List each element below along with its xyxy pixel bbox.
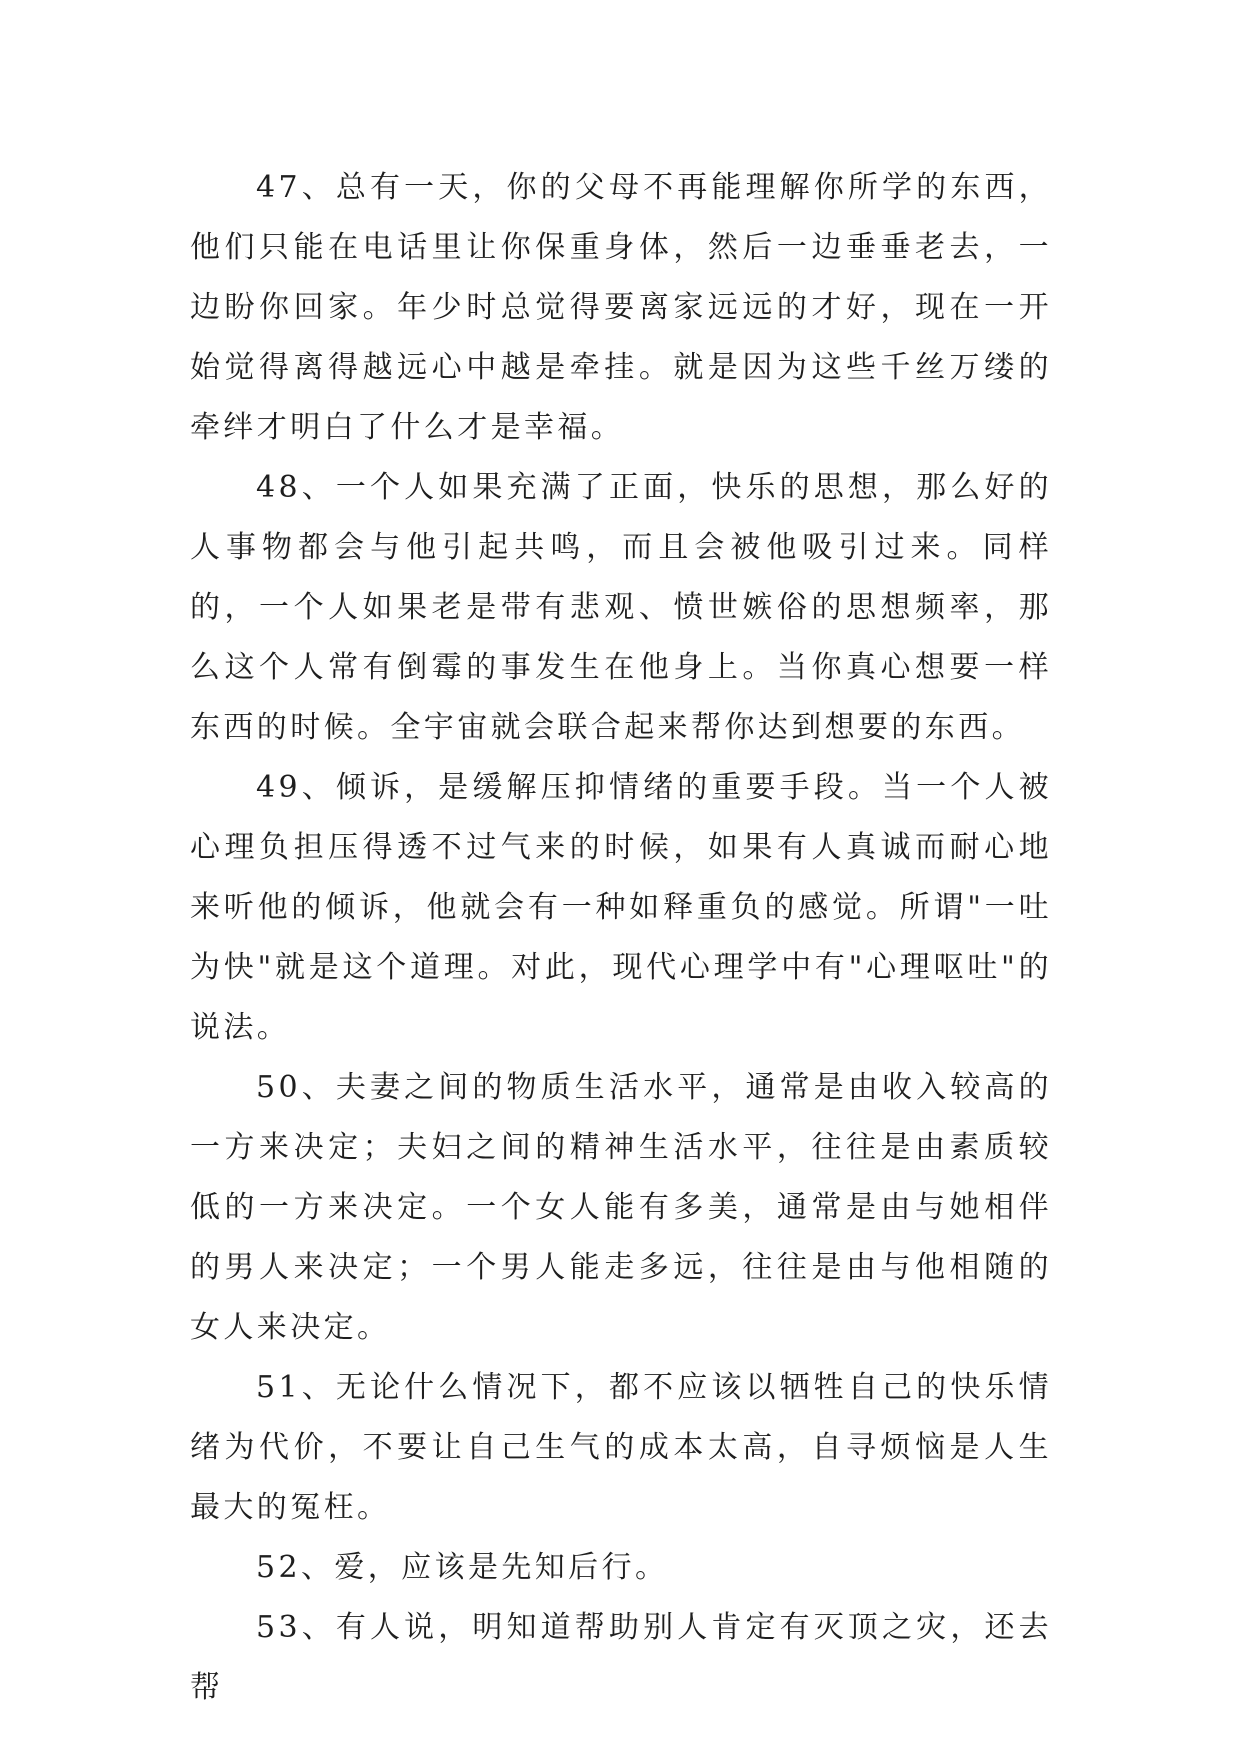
paragraph-53: 53、有人说，明知道帮助别人肯定有灭顶之灾，还去帮 — [190, 1610, 1052, 1705]
paragraph-48: 48、一个人如果充满了正面，快乐的思想，那么好的人事物都会与他引起共鸣，而且会被他吸引过来。同样的，一个人如果老是带有悲观、愤世嫉俗的思想频率，那么这个人常有倒霉的事发生在他身上。当你真心想要一样东西的时候。全宇宙就会联合起来帮你达到想要的东西。 — [190, 470, 1052, 745]
paragraph-47: 47、总有一天，你的父母不再能理解你所学的东西，他们只能在电话里让你保重身体，然后一边垂垂老去，一边盼你回家。年少时总觉得要离家远远的才好，现在一开始觉得离得越远心中越是牵挂。就是因为这些千丝万缕的牵绊才明白了什么才是幸福。 — [190, 170, 1052, 445]
document-body — [190, 158, 1052, 1718]
paragraph-49: 49、倾诉，是缓解压抑情绪的重要手段。当一个人被心理负担压得透不过气来的时候，如果有人真诚而耐心地来听他的倾诉，他就会有一种如释重负的感觉。所谓"一吐为快"就是这个道理。对此，现代心理学中有"心理呕吐"的说法。 — [190, 770, 1052, 1045]
paragraph-51: 51、无论什么情况下，都不应该以牺牲自己的快乐情绪为代价，不要让自己生气的成本太高，自寻烦恼是人生最大的冤枉。 — [190, 1370, 1052, 1525]
paragraph-50: 50、夫妻之间的物质生活水平，通常是由收入较高的一方来决定；夫妇之间的精神生活水平，往往是由素质较低的一方来决定。一个女人能有多美，通常是由与她相伴的男人来决定；一个男人能走多远，往往是由与他相随的女人来决定。 — [190, 1070, 1052, 1345]
paragraph-52: 52、爱，应该是先知后行。 — [256, 1550, 669, 1585]
